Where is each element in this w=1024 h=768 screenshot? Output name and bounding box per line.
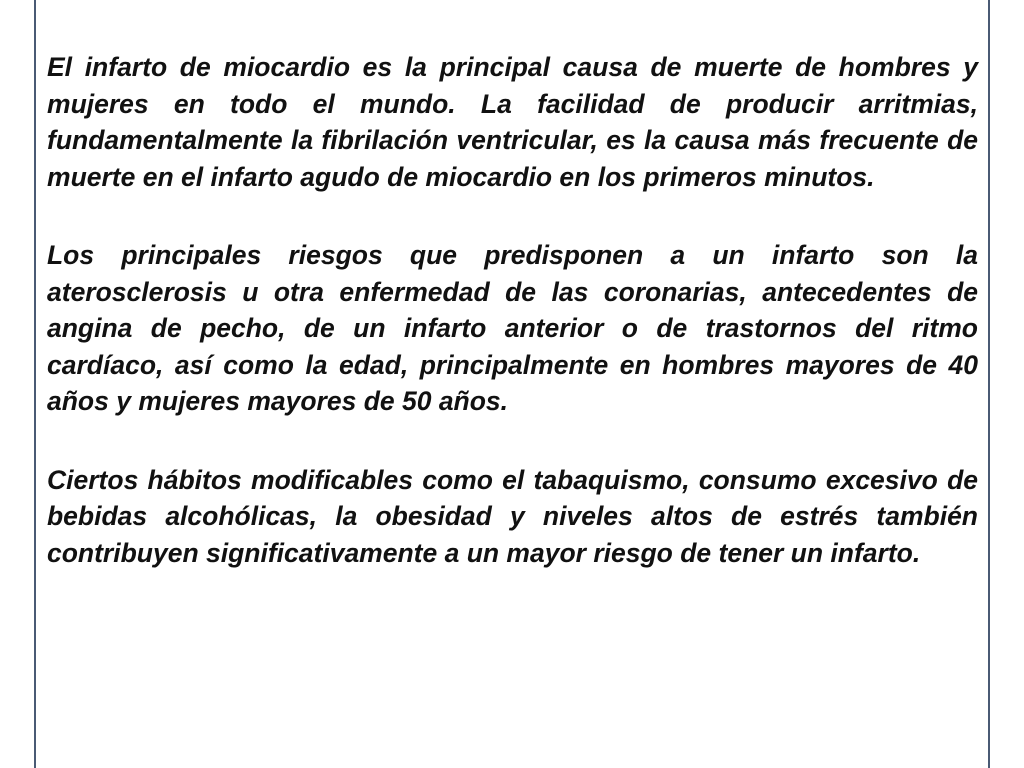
paragraph-infarction-cause: El infarto de miocardio es la principal causa de muerte de hombres y mujeres en todo el mundo. La facilidad de producir arritmias, fundamentalmente la fibrilación ventricular, es la causa más frecuente de muerte en el infarto agudo de miocardio en los primeros minutos.	[47, 52, 978, 192]
left-border-frame	[0, 0, 36, 768]
right-border-frame	[988, 0, 1024, 768]
text-body	[47, 49, 978, 613]
paragraph-risk-factors: Los principales riesgos que predisponen a un infarto son la aterosclerosis u otra enfermedad de las coronarias, antecedentes de angina de pecho, de un infarto anterior o de trastornos del ritmo cardíaco, así como la edad, principalmente en hombres mayores de 40 años y mujeres mayores de 50 años.	[47, 240, 978, 416]
paragraph-modifiable-habits: Ciertos hábitos modificables como el tabaquismo, consumo excesivo de bebidas alcohólicas, la obesidad y niveles altos de estrés también contribuyen significativamente a un mayor riesgo de tener un infarto.	[47, 464, 978, 568]
